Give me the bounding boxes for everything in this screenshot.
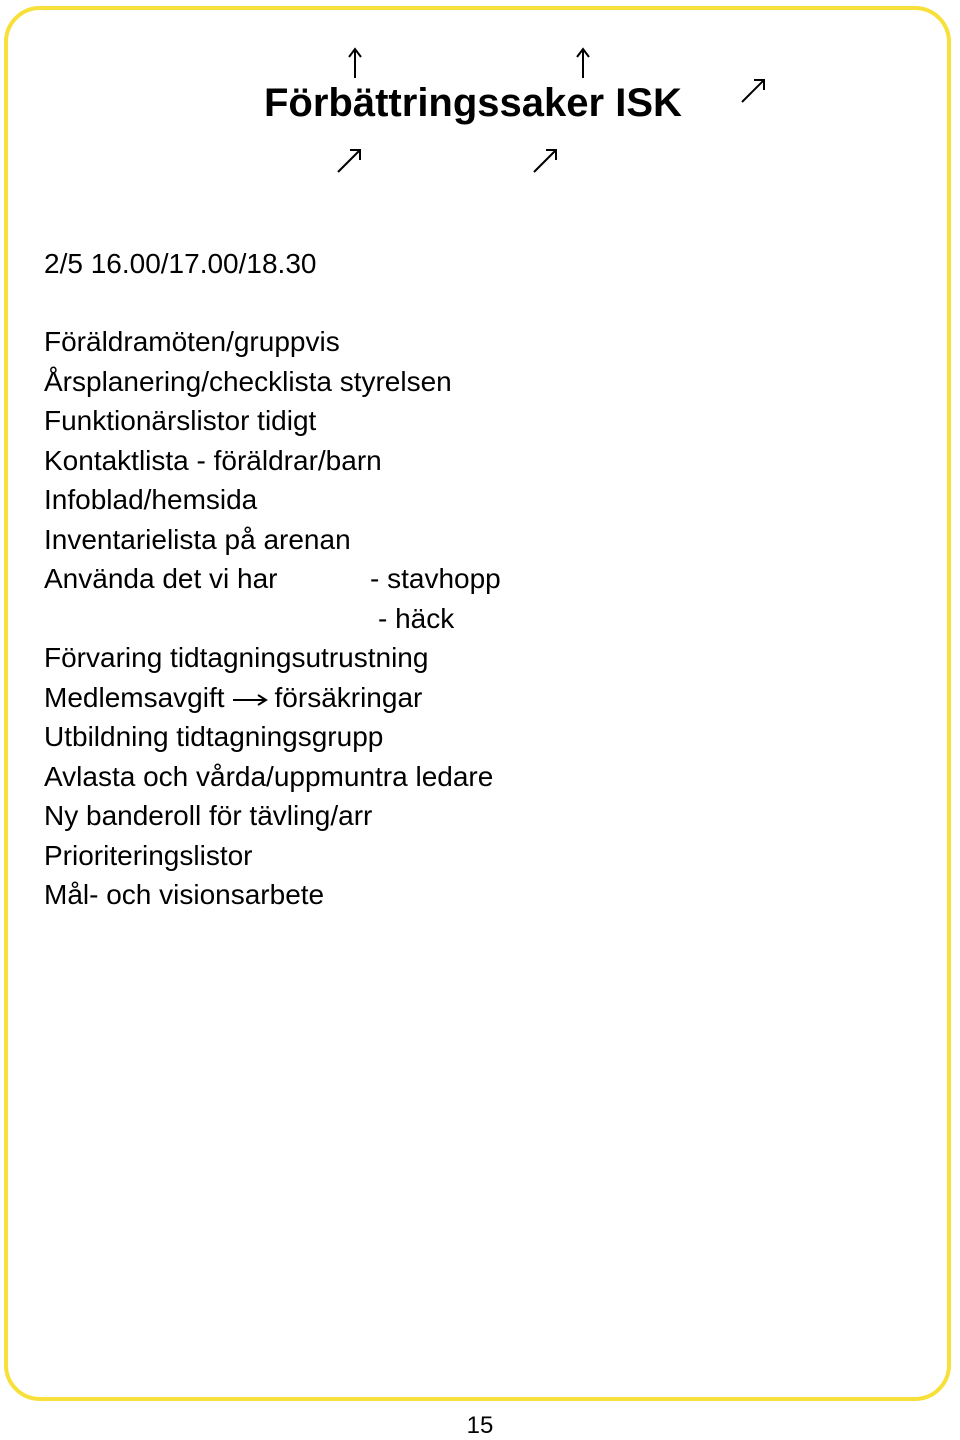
list-item: Ny banderoll för tävling/arr — [44, 800, 373, 831]
sub-item-stavhopp: - stavhopp — [370, 563, 501, 594]
arrow-diagonal-icon — [738, 76, 768, 116]
sub-item-hack: - häck — [378, 602, 455, 634]
list-item: Kontaktlista - föräldrar/barn — [44, 444, 382, 476]
date-line: 2/5 16.00/17.00/18.30 — [44, 248, 317, 279]
list-item: Inventarielista på arenan — [44, 523, 351, 555]
page-title: Förbättringssaker ISK — [264, 81, 682, 125]
arrow-diagonal-icon — [334, 146, 364, 186]
list-item — [44, 599, 493, 639]
arrow-right-icon — [231, 678, 269, 718]
list-item: Prioriteringslistor — [44, 839, 253, 871]
list-item: Använda det vi har - stavhopp — [44, 559, 493, 599]
list-item: Medlemsavgift försäkringar — [44, 678, 493, 718]
list-item: Årsplanering/checklista styrelsen — [44, 365, 452, 397]
list-item: Utbildning tidtagningsgrupp — [44, 721, 384, 752]
list-item: Avlasta och vårda/uppmuntra ledare — [44, 760, 494, 792]
list-item: Mål- och visionsarbete — [44, 879, 325, 910]
page-number: 15 — [466, 1412, 494, 1439]
list-item: Förvaring tidtagningsutrustning — [44, 642, 429, 673]
list-item: Föräldramöten/gruppvis — [44, 326, 340, 357]
improvement-list — [44, 322, 501, 915]
list-item: Infoblad/hemsida — [44, 484, 258, 515]
list-item: Funktionärslistor tidigt — [44, 405, 317, 436]
arrow-diagonal-icon — [530, 146, 560, 186]
